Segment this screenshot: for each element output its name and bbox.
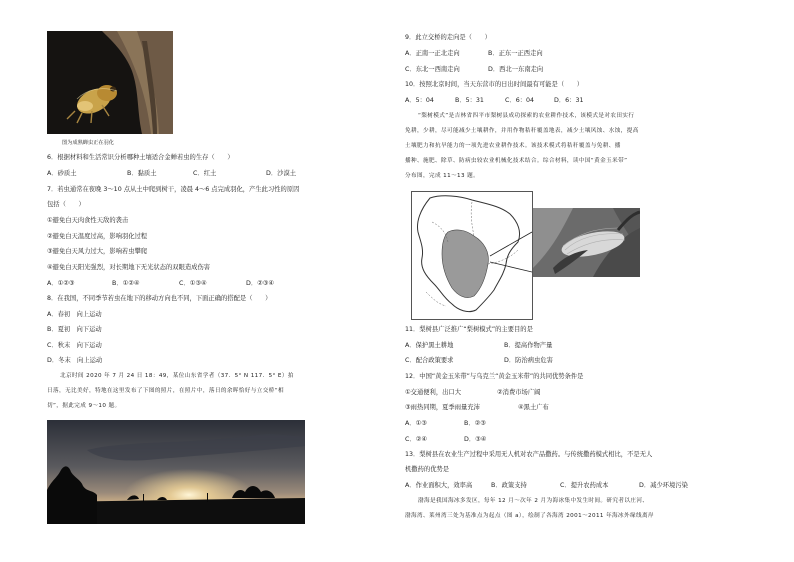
q10-option-b: B．5：31 (455, 97, 484, 104)
q8-option-c: C．秋末 向下运动 (47, 342, 102, 349)
q12-item-1: ①交通便利，出口大 (405, 389, 462, 396)
q13-option-a: A．作业面积大，效率高 (405, 482, 473, 489)
sunset-photo (47, 420, 305, 524)
q10-stem: 10．按照北京时间，当天东营市的日出时间最有可能是（ ） (405, 81, 584, 88)
q12-option-d: D．③④ (464, 436, 487, 443)
q8-option-b: B．夏初 向下运动 (47, 326, 102, 333)
q13-option-c: C．提升农药成本 (560, 482, 609, 489)
q8-option-d: D．冬末 向上运动 (47, 357, 103, 364)
q12-item-2: ②消费市场广阔 (497, 389, 541, 396)
corn-ear-image (533, 208, 640, 277)
passage-bohai-line1: 渤海是我国海冰多发区，每年 12 月～次年 2 月为海冰集中发生时间。研究者以庄河、 (418, 498, 649, 504)
corn-belt-map (411, 191, 533, 320)
q7-stem-line1: 7．若虫通常在夜晚 3～10 点从土中爬到树干，凌晨 4～6 点完成羽化，产生此习性的原因 (47, 186, 300, 193)
q13-option-b: B．政策支持 (491, 482, 527, 489)
q6-option-c: C．红土 (193, 170, 217, 177)
q12-item-4: ④黑土广布 (518, 404, 549, 411)
q10-option-d: D．6：31 (554, 97, 584, 104)
passage-lishu-line2: 免耕，少耕，尽可能减少土壤耕作，并用作物秸秆覆盖地表，减少土壤风蚀、水蚀，提高 (405, 128, 639, 134)
passage-lishu-line4: 播种、施肥、除草、防病虫较农业机械化技术结合。综合材料，读中国“黄金玉米带” (405, 158, 628, 164)
q9-option-d: D．西北一东南走向 (488, 66, 544, 73)
q7-item-2: ②避免白天温度过高，影响羽化过程 (47, 233, 148, 240)
q9-option-c: C．东北一西南走向 (405, 66, 460, 73)
corn-photo (533, 208, 640, 277)
cicada-photo (47, 31, 173, 134)
q7-item-1: ①避免白天肉食性天敌的袭击 (47, 217, 129, 224)
q9-option-a: A．正南一正北走向 (405, 50, 460, 57)
q12-option-a: A．①③ (405, 420, 427, 427)
passage-lishu-line5: 分布图，完成 11～13 题。 (405, 173, 480, 179)
cicada-molting-image (47, 31, 173, 134)
q12-item-3: ③雨热同期，夏季雨量充沛 (405, 404, 480, 411)
passage-sunset-line3: 切”，据此完成 9～10 题。 (47, 403, 121, 409)
q13-stem-line1: 13．梨树县在农业生产过程中采用无人机对农产品撒药。与传统撒药模式相比，不是无人 (405, 451, 653, 458)
q6-option-d: D．沙漠土 (266, 170, 297, 177)
passage-lishu-line3: 土壤肥力和抗旱能力的一项先进农业耕作技术。该技术模式将秸秆覆盖与免耕、播 (405, 143, 621, 149)
q7-option-c: C．①③④ (179, 280, 207, 287)
q11-option-c: C．配合政策要求 (405, 357, 454, 364)
q7-option-d: D．②③④ (246, 280, 275, 287)
q11-option-a: A．保护黑土耕地 (405, 342, 454, 349)
q11-option-b: B．提高作物产量 (504, 342, 553, 349)
q12-option-c: C．②④ (405, 436, 427, 443)
passage-bohai-line2: 渤海湾、莱州湾三处为基准点为起点（图 a），绘制了各海湾 2001～2011 年海冰外缘线离岸 (405, 513, 655, 519)
q10-option-a: A．5：04 (405, 97, 434, 104)
q12-option-b: B．②③ (464, 420, 486, 427)
q7-item-4: ④避免白天阳光强烈，对长期地下无光状态的双眼造成伤害 (47, 264, 211, 271)
q7-stem-line2: 包括（ ） (47, 201, 85, 208)
q7-item-3: ③避免白天风力过大，影响若虫攀爬 (47, 248, 148, 255)
q11-option-d: D．防治病虫危害 (504, 357, 553, 364)
q13-stem-line2: 机撒药的优势是 (405, 466, 450, 473)
passage-sunset-line2: 日落，无比美好，特地在这里发布了下图的照片，在照片中，落日的余晖恰好与立交桥“相 (47, 388, 285, 394)
passage-sunset-line1: 北京时间 2020 年 7 月 24 日 18：49，某位山东省学者（37．5° N 117．5° E）拍 (60, 373, 294, 379)
q6-stem: 6．根据材料和生活常识分析哪种土壤适合金蝉若虫的生存（ ） (47, 154, 234, 161)
q11-stem: 11．梨树县广泛推广“梨树模式”的主要目的是 (405, 326, 533, 333)
q8-stem: 8．在我国，不同季节若虫在地下的移动方向也不同，下面正确的搭配是（ ） (47, 295, 272, 302)
photo-caption: 图为成熟蝉虫正在羽化 (62, 140, 114, 146)
northeast-china-map-image (412, 192, 532, 319)
q12-stem: 12．中国“黄金玉米带”与乌克兰“黄金玉米带”的共同优势条件是 (405, 373, 584, 380)
passage-lishu-line1: “梨树模式”是吉林省四平市梨树县成功探索的农业耕作技术，该模式是对农田实行 (418, 113, 635, 119)
q7-option-a: A．①②③ (47, 280, 75, 287)
q9-option-b: B．正东一正西走向 (488, 50, 543, 57)
q8-option-a: A．春初 向上运动 (47, 311, 102, 318)
sunset-overpass-image (47, 420, 305, 524)
q6-option-a: A．砂质土 (47, 170, 77, 177)
q6-option-b: B．黏质土 (127, 170, 157, 177)
q13-option-d: D．减少环境污染 (639, 482, 688, 489)
q7-option-b: B．①②④ (112, 280, 140, 287)
q9-stem: 9．此立交桥的走向是（ ） (405, 34, 491, 41)
q10-option-c: C．6：04 (505, 97, 535, 104)
